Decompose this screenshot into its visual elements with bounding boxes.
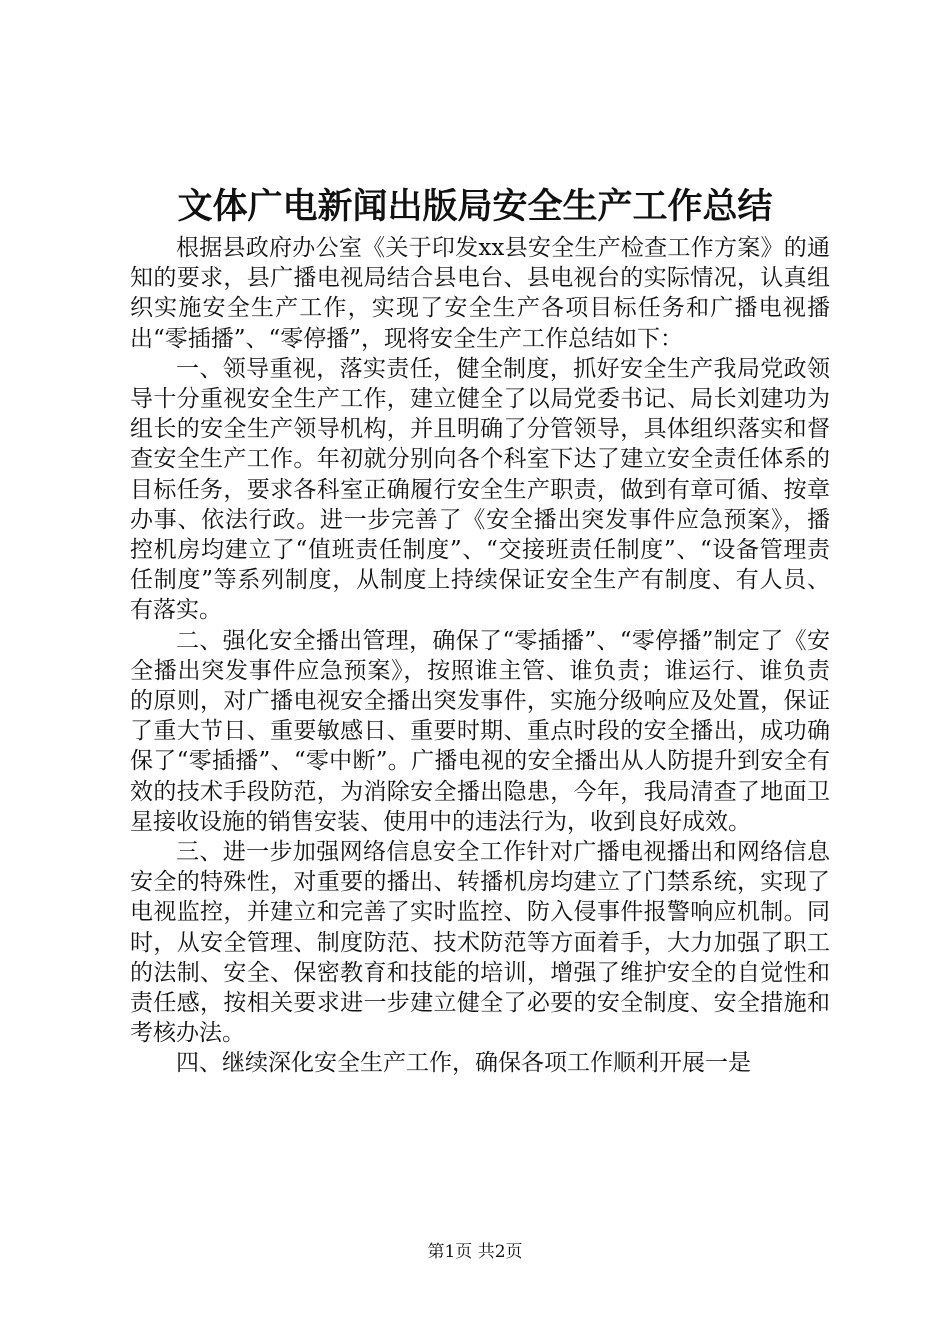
paragraph-intro: 根据县政府办公室《关于印发xx县安全生产检查工作方案》的通知的要求，县广播电视局结合县电台、县电视台的实际情况，认真组织实施安全生产工作，实现了安全生产各项目标任务和广播电视播出“零插播”、“零停播”，现将安全生产工作总结如下： [130, 235, 830, 352]
page-number: 第1页 共2页 [427, 1242, 523, 1262]
document-body [130, 233, 830, 1079]
paragraph-section-4: 四、继续深化安全生产工作，确保各项工作顺利开展一是 [176, 1050, 751, 1077]
paragraph-section-3: 三、进一步加强网络信息安全工作针对广播电视播出和网络信息安全的特殊性，对重要的播出、转播机房均建立了门禁系统，实现了电视监控，并建立和完善了实时监控、防入侵事件报警响应机制。同时，从安全管理、制度防范、技术防范等方面着手，大力加强了职工的法制、安全、保密教育和技能的培训，增强了维护安全的自觉性和责任感，按相关要求进一步建立健全了必要的安全制度、安全措施和考核办法。 [130, 839, 830, 1047]
paragraph-section-1: 一、领导重视，落实责任，健全制度，抓好安全生产我局党政领导十分重视安全生产工作，建立健全了以局党委书记、局长刘建功为组长的安全生产领导机构，并且明确了分管领导，具体组织落实和督查安全生产工作。年初就分别向各个科室下达了建立安全责任体系的目标任务，要求各科室正确履行安全生产职责，做到有章可循、按章办事、依法行政。进一步完善了《安全播出突发事件应急预案》，播控机房均建立了“值班责任制度”、“交接班责任制度”、“设备管理责任制度”等系列制度，从制度上持续保证安全生产有制度、有人员、有落实。 [130, 355, 830, 624]
document-title: 文体广电新闻出版局安全生产工作总结 [177, 186, 773, 227]
paragraph-section-2: 二、强化安全播出管理，确保了“零插播”、“零停播”制定了《安全播出突发事件应急预案》，按照谁主管、谁负责；谁运行、谁负责的原则，对广播电视安全播出突发事件，实施分级响应及处置，保证了重大节日、重要敏感日、重要时期、重点时段的安全播出，成功确保了“零插播”、“零中断”。广播电视的安全播出从人防提升到安全有效的技术手段防范，为消除安全播出隐患，今年，我局清查了地面卫星接收设施的销售安装、使用中的违法行为，收到良好成效。 [130, 627, 830, 835]
